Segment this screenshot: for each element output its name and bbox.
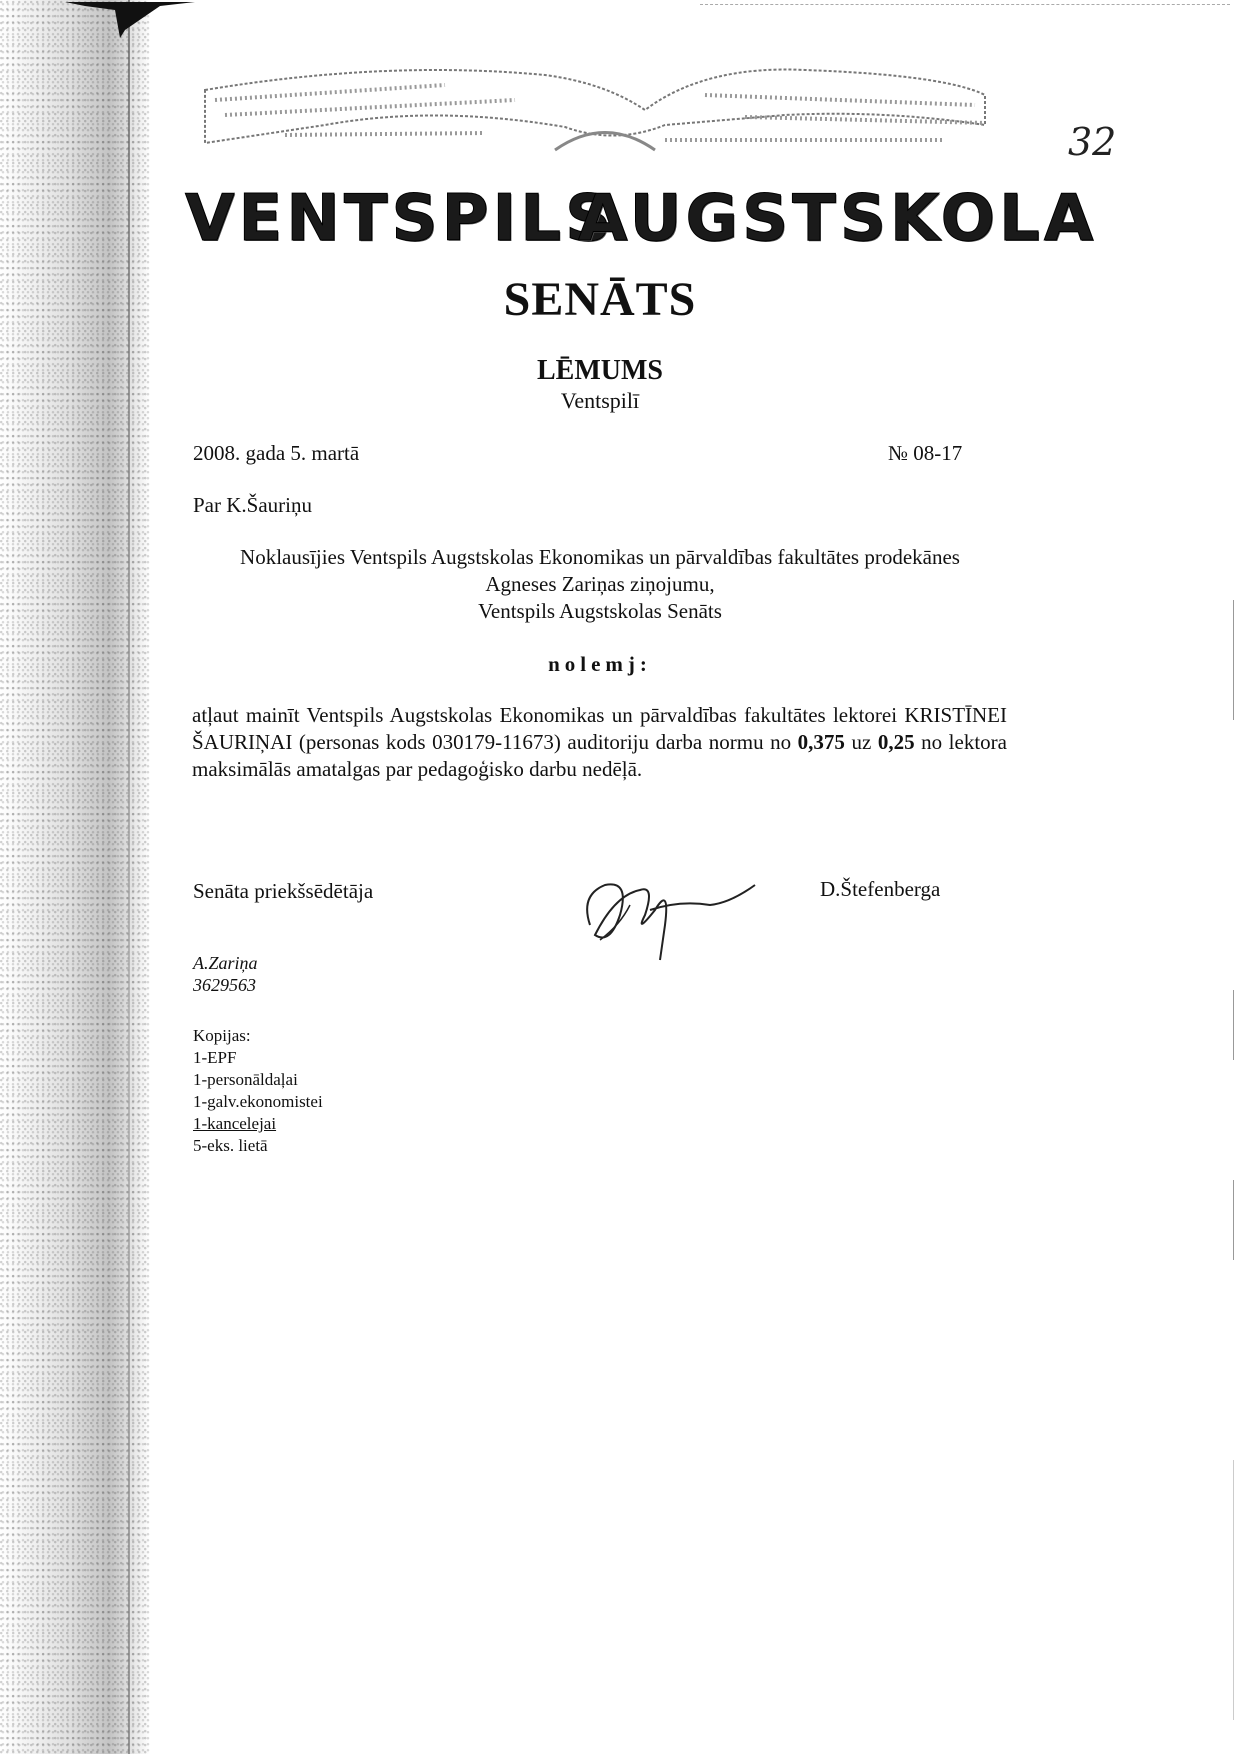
intro-line: Agneses Zariņas ziņojumu, — [485, 572, 715, 596]
handwritten-page-number: 32 — [1068, 120, 1117, 164]
decision-number: № 08-17 — [888, 441, 963, 465]
scan-right-mark — [1233, 1460, 1234, 1720]
signatory-name: D.Štefenberga — [820, 877, 941, 901]
decision-date: 2008. gada 5. martā — [193, 441, 360, 465]
copies-item: 1-EPF — [193, 1048, 237, 1067]
decision-text: atļaut mainīt Ventspils Augstskolas Ekonomikas un pārvaldības fakultātes lektorei KRISTĪNEI ŠAURIŅAI (personas kods 030179-11673) auditoriju darba normu no — [192, 703, 1007, 754]
copies-item: 5-eks. lietā — [193, 1136, 268, 1155]
copies-item: 1-kancelejai — [193, 1114, 277, 1133]
scan-right-mark — [1233, 600, 1234, 720]
copies-item: 1-galv.ekonomistei — [193, 1092, 323, 1111]
decision-text: uz — [844, 730, 878, 754]
logo-word-augstskola: AUGSTSKOLA — [578, 182, 1098, 256]
scan-corner-mark — [65, 0, 195, 40]
decision-to-value: 0,25 — [877, 730, 915, 754]
decision-subject: Par K.Šauriņu — [193, 493, 312, 517]
scan-right-mark — [1233, 1180, 1234, 1260]
decision-from-value: 0,375 — [797, 730, 845, 754]
preparer-info — [193, 952, 258, 996]
decides-label: nolemj: — [548, 652, 652, 676]
page-binding-line — [128, 0, 130, 1754]
senate-heading: SENĀTS — [503, 273, 697, 326]
copies-list — [193, 1025, 323, 1157]
decision-intro — [185, 544, 1015, 625]
copies-label: Kopijas: — [193, 1026, 251, 1045]
preparer-name: A.Zariņa — [193, 953, 258, 973]
copies-item: 1-personāldaļai — [193, 1070, 298, 1089]
decision-heading: LĒMUMS — [537, 355, 663, 386]
preparer-phone: 3629563 — [193, 975, 256, 995]
logo-building-illustration — [185, 55, 1015, 155]
decision-text: no lektora maksimālās amatalgas par pedagoģisko darbu nedēļā. — [192, 730, 1007, 781]
decision-place: Ventspilī — [560, 388, 640, 413]
logo-word-ventspils: VENTSPILS — [185, 182, 616, 256]
decision-body — [192, 702, 1007, 783]
signatory-title: Senāta priekšsēdētāja — [193, 879, 374, 903]
intro-line: Ventspils Augstskolas Senāts — [478, 599, 722, 623]
intro-line: Noklausījies Ventspils Augstskolas Ekonomikas un pārvaldības fakultātes prodekānes — [240, 545, 960, 569]
scan-right-mark — [1233, 990, 1234, 1060]
handwritten-signature — [560, 855, 760, 965]
scan-top-border — [700, 4, 1230, 7]
